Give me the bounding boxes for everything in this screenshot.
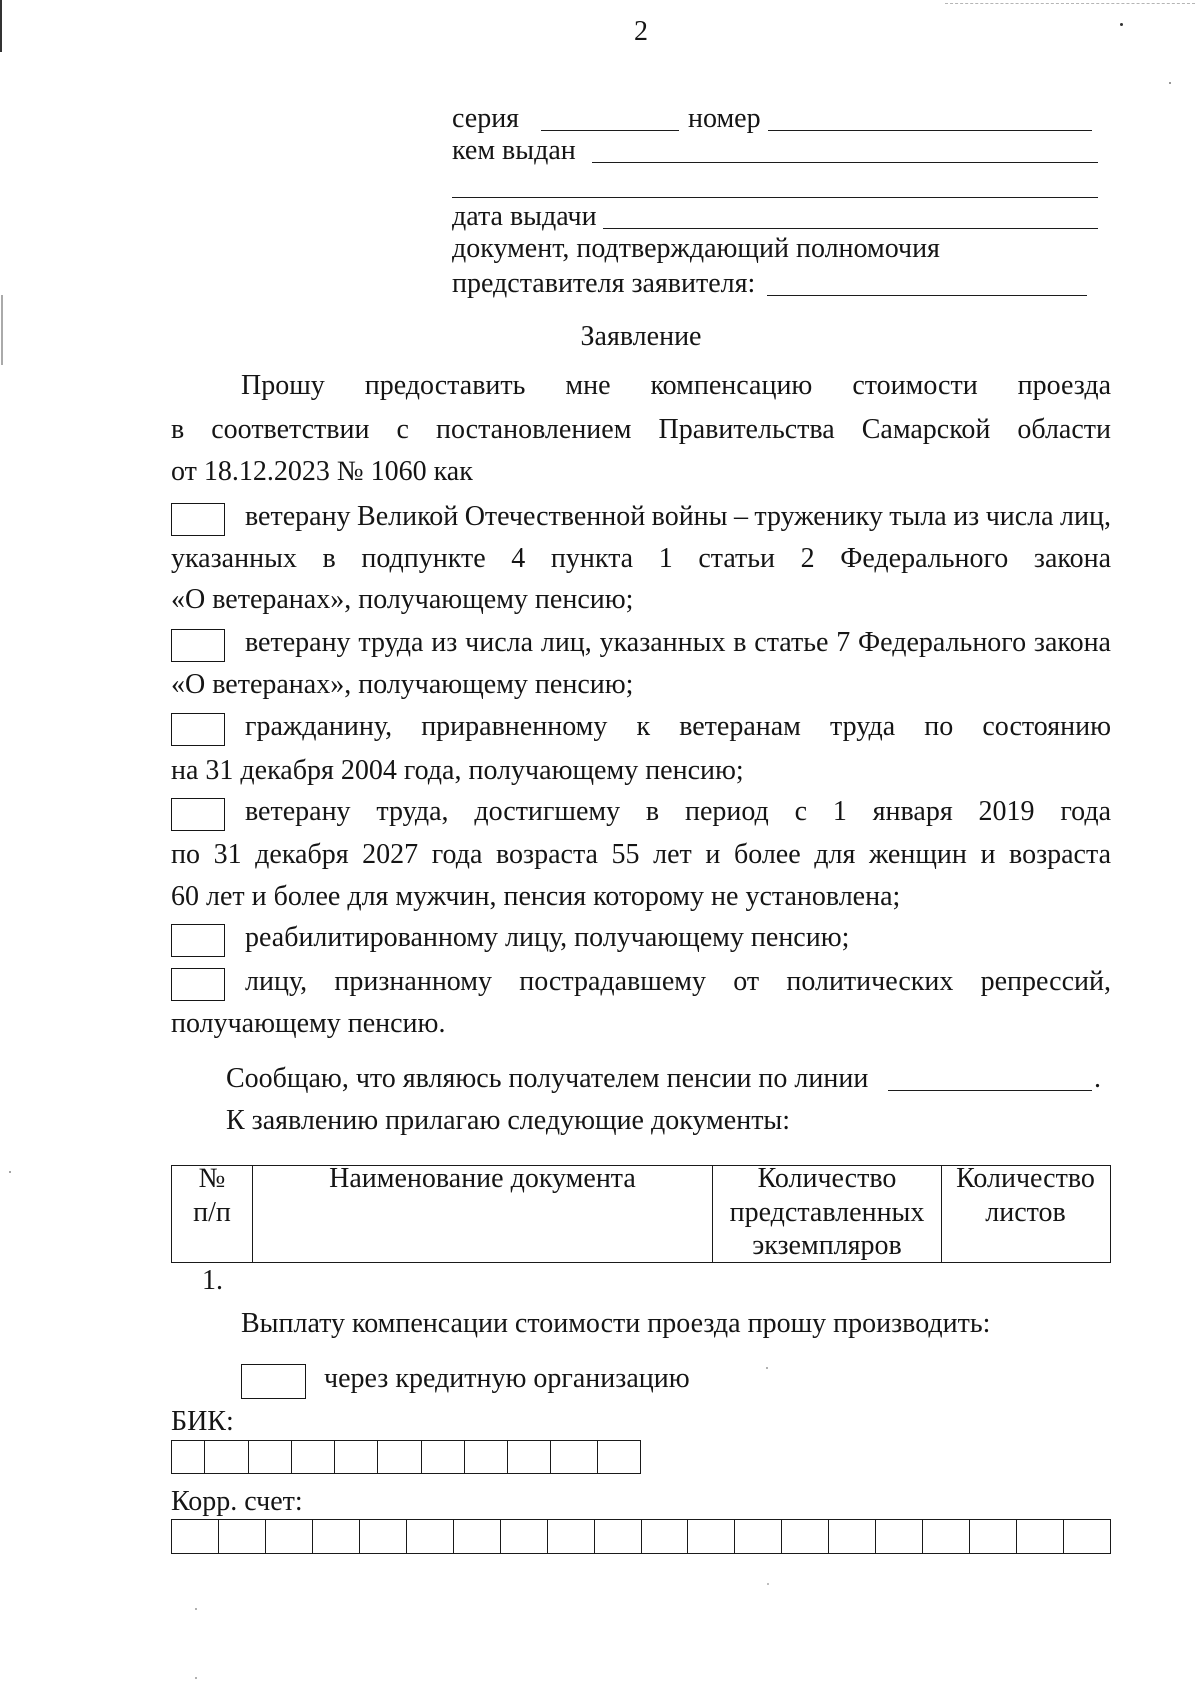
option-checkbox	[171, 713, 225, 746]
option-text-line: на 31 декабря 2004 года, получающему пенсию;	[171, 755, 744, 786]
issued-by-blank-line-2	[452, 197, 1098, 198]
option-text-line: ветерану труда из числа лиц, указанных в статье 7 Федерального закона	[245, 627, 1111, 658]
pension-source-text: Сообщаю, что являюсь получателем пенсии по линии	[226, 1063, 869, 1094]
intro-line: Прошу предоставить мне компенсацию стоимости проезда	[241, 370, 1111, 401]
issued-by-label: кем выдан	[452, 135, 576, 166]
pension-source-blank-line	[888, 1090, 1092, 1091]
option-text-line: по 31 декабря 2027 года возраста 55 лет и более для женщин и возраста	[171, 839, 1111, 870]
table-header-text: представленных	[729, 1196, 925, 1228]
option-checkbox	[171, 503, 225, 536]
attachments-intro: К заявлению прилагаю следующие документы:	[226, 1105, 791, 1136]
scan-edge-line	[1, 295, 3, 365]
corr-account-digit-cell	[922, 1520, 969, 1553]
number-blank-line	[768, 130, 1092, 131]
bik-digit-cell	[172, 1441, 204, 1473]
page-number: 2	[634, 16, 648, 47]
table-header-text: листов	[985, 1196, 1066, 1228]
corr-account-digit-cell	[500, 1520, 547, 1553]
option-checkbox	[171, 924, 225, 957]
table-row-number: 1.	[202, 1265, 223, 1296]
table-col-copies	[712, 1163, 941, 1262]
scan-speck	[766, 1367, 768, 1369]
table-header-text: №	[198, 1163, 226, 1194]
option-text-line: ветерану Великой Отечественной войны – труженику тыла из числа лиц,	[245, 501, 1111, 532]
option-text-line: реабилитированному лицу, получающему пенсию;	[245, 922, 850, 953]
option-checkbox	[171, 798, 225, 831]
number-label: номер	[688, 103, 761, 134]
corr-account-digit-cell	[547, 1520, 594, 1553]
option-text-line: «О ветеранах», получающему пенсию;	[171, 669, 634, 700]
table-header-text: Наименование документа	[329, 1163, 636, 1194]
option-text-line: получающему пенсию.	[171, 1008, 446, 1039]
corr-account-digit-cell	[1016, 1520, 1063, 1553]
scan-edge-dash	[945, 3, 1195, 4]
corr-account-digit-cell	[312, 1520, 359, 1553]
pension-source-period: .	[1094, 1063, 1101, 1094]
table-header-text: Количество	[757, 1163, 897, 1194]
table-header-text: экземпляров	[752, 1230, 902, 1261]
corr-account-digit-grid	[171, 1519, 1111, 1554]
scan-edge-line	[0, 0, 2, 52]
intro-line: в соответствии с постановлением Правительства Самарской области	[171, 414, 1111, 445]
bik-digit-cell	[248, 1441, 291, 1473]
payment-method-checkbox	[241, 1364, 306, 1399]
corr-account-digit-cell	[1063, 1520, 1110, 1553]
corr-account-digit-cell	[781, 1520, 828, 1553]
bik-digit-cell	[464, 1441, 508, 1473]
application-title: Заявление	[580, 321, 702, 352]
corr-account-digit-cell	[828, 1520, 875, 1553]
authority-document-label: представителя заявителя:	[452, 268, 756, 299]
issued-by-blank-line	[592, 162, 1098, 163]
bik-digit-cell	[550, 1441, 597, 1473]
scan-speck	[1120, 23, 1123, 26]
corr-account-label: Корр. счет:	[171, 1486, 303, 1517]
corr-account-digit-cell	[687, 1520, 734, 1553]
corr-account-digit-cell	[172, 1520, 218, 1553]
documents-table	[171, 1165, 1111, 1263]
payment-method-label: через кредитную организацию	[324, 1363, 690, 1394]
bik-digit-cell	[377, 1441, 421, 1473]
corr-account-digit-cell	[734, 1520, 781, 1553]
option-checkbox	[171, 629, 225, 662]
table-col-sheets	[941, 1163, 1109, 1262]
bik-digit-cell	[334, 1441, 377, 1473]
payment-intro: Выплату компенсации стоимости проезда прошу производить:	[241, 1308, 991, 1339]
table-col-number	[172, 1163, 252, 1262]
series-label: серия	[452, 103, 520, 134]
corr-account-digit-cell	[218, 1520, 265, 1553]
issue-date-blank-line	[603, 228, 1098, 229]
bik-digit-cell	[291, 1441, 334, 1473]
bik-digit-cell	[421, 1441, 464, 1473]
option-checkbox	[171, 968, 225, 1001]
series-blank-line	[541, 130, 679, 131]
option-text-line: ветерану труда, достигшему в период с 1 января 2019 года	[245, 796, 1111, 827]
corr-account-digit-cell	[969, 1520, 1016, 1553]
bik-digit-cell	[597, 1441, 640, 1473]
scan-speck	[767, 1583, 769, 1585]
corr-account-digit-cell	[265, 1520, 312, 1553]
option-text-line: указанных в подпункте 4 пункта 1 статьи 2 Федерального закона	[171, 543, 1111, 574]
table-col-document-name	[252, 1163, 712, 1262]
option-text-line: «О ветеранах», получающему пенсию;	[171, 584, 634, 615]
corr-account-digit-cell	[359, 1520, 406, 1553]
authority-document-label: документ, подтверждающий полномочия	[452, 233, 940, 264]
scan-speck	[195, 1677, 197, 1679]
authority-document-blank-line	[767, 295, 1087, 296]
table-header-text: Количество	[956, 1163, 1095, 1194]
bik-digit-cell	[507, 1441, 550, 1473]
scan-speck	[1169, 82, 1171, 84]
scan-speck	[9, 1171, 11, 1173]
corr-account-digit-cell	[594, 1520, 641, 1553]
corr-account-digit-cell	[641, 1520, 688, 1553]
option-text-line: лицу, признанному пострадавшему от политических репрессий,	[245, 966, 1111, 997]
corr-account-digit-cell	[453, 1520, 500, 1553]
table-header-text: п/п	[193, 1196, 231, 1228]
corr-account-digit-cell	[406, 1520, 453, 1553]
option-text-line: гражданину, приравненному к ветеранам труда по состоянию	[245, 711, 1111, 742]
corr-account-digit-cell	[875, 1520, 922, 1553]
bik-label: БИК:	[171, 1406, 234, 1437]
intro-line: от 18.12.2023 № 1060 как	[171, 456, 473, 487]
bik-digit-cell	[204, 1441, 248, 1473]
option-text-line: 60 лет и более для мужчин, пенсия которому не установлена;	[171, 881, 901, 912]
issue-date-label: дата выдачи	[452, 201, 597, 232]
bik-digit-grid	[171, 1440, 641, 1474]
scan-speck	[195, 1608, 197, 1610]
